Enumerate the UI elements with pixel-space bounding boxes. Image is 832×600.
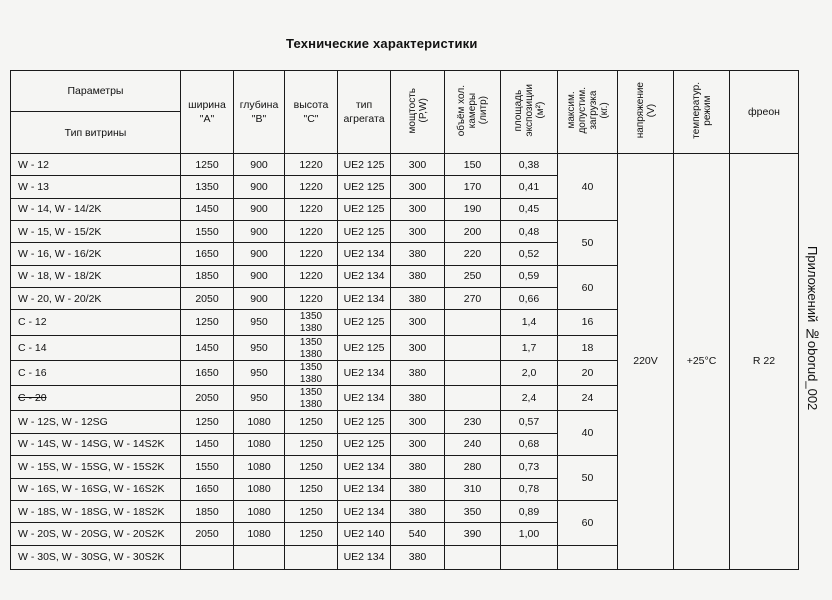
volume-cell: [445, 310, 501, 335]
specifications-table: [10, 70, 799, 570]
width-cell: 1550: [181, 456, 234, 478]
area-cell: 1,4: [501, 310, 558, 335]
unit-type-cell: UE2 134: [338, 265, 391, 287]
width-cell: 1450: [181, 433, 234, 455]
volume-cell: 190: [445, 198, 501, 220]
width-cell: [181, 545, 234, 569]
area-cell: 0,38: [501, 153, 558, 175]
power-cell: 380: [391, 545, 445, 569]
area-cell: 0,89: [501, 500, 558, 522]
area-cell: 1,00: [501, 523, 558, 545]
height-cell: 1220: [285, 288, 338, 310]
area-cell: 0,66: [501, 288, 558, 310]
max-load-cell: 18: [558, 335, 618, 360]
volume-cell: 170: [445, 176, 501, 198]
unit-type-cell: UE2 125: [338, 198, 391, 220]
volume-cell: [445, 360, 501, 385]
width-cell: 1250: [181, 153, 234, 175]
model-name-cell: C - 12: [11, 310, 181, 335]
height-value: 1350 1380: [299, 387, 323, 411]
volume-cell: [445, 545, 501, 569]
max-load-cell: 20: [558, 360, 618, 385]
height-cell: 1250: [285, 456, 338, 478]
header-temperature: температур. режим: [690, 82, 713, 139]
unit-type-cell: UE2 134: [338, 500, 391, 522]
depth-cell: 900: [234, 153, 285, 175]
unit-type-cell: UE2 134: [338, 478, 391, 500]
max-load-cell: 50: [558, 220, 618, 265]
area-cell: 0,73: [501, 456, 558, 478]
area-cell: 0,59: [501, 265, 558, 287]
depth-cell: 900: [234, 176, 285, 198]
depth-cell: 1080: [234, 411, 285, 433]
unit-type-cell: UE2 134: [338, 243, 391, 265]
power-cell: 380: [391, 265, 445, 287]
height-cell: 1220: [285, 220, 338, 242]
volume-cell: 240: [445, 433, 501, 455]
model-name-cell: W - 18, W - 18/2K: [11, 265, 181, 287]
depth-cell: 900: [234, 198, 285, 220]
depth-cell: [234, 545, 285, 569]
model-name-cell: C - 20: [11, 386, 181, 411]
power-cell: 300: [391, 220, 445, 242]
unit-type-cell: UE2 134: [338, 360, 391, 385]
attachment-label: Приложений №oborud_002: [805, 246, 820, 411]
max-load-cell: 24: [558, 386, 618, 411]
width-cell: 2050: [181, 523, 234, 545]
table-row: [11, 153, 799, 175]
header-volume: объём хол. камеры (литр): [456, 84, 489, 137]
area-cell: 1,7: [501, 335, 558, 360]
volume-cell: 270: [445, 288, 501, 310]
header-params: Параметры: [11, 71, 181, 112]
height-cell: 1220: [285, 198, 338, 220]
height-cell: 1220: [285, 153, 338, 175]
height-cell: 1220: [285, 243, 338, 265]
unit-type-cell: UE2 125: [338, 411, 391, 433]
model-name-cell: W - 20S, W - 20SG, W - 20S2K: [11, 523, 181, 545]
header-height: высота "C": [293, 98, 329, 125]
header-max-load: максим. допустим. загрузка (кг.): [565, 87, 610, 134]
area-cell: [501, 545, 558, 569]
height-value: 1350 1380: [299, 311, 323, 335]
unit-type-cell: UE2 125: [338, 310, 391, 335]
power-cell: 380: [391, 288, 445, 310]
max-load-cell: 60: [558, 265, 618, 310]
document-title: Технические характеристики: [286, 36, 478, 51]
model-name-cell: C - 16: [11, 360, 181, 385]
height-cell: [285, 386, 338, 411]
power-cell: 380: [391, 386, 445, 411]
height-cell: [285, 545, 338, 569]
unit-type-cell: UE2 134: [338, 545, 391, 569]
area-cell: 0,48: [501, 220, 558, 242]
depth-cell: 1080: [234, 433, 285, 455]
depth-cell: 1080: [234, 500, 285, 522]
width-cell: 1650: [181, 478, 234, 500]
unit-type-cell: UE2 134: [338, 288, 391, 310]
header-power: мощтость (P,W): [406, 87, 429, 134]
height-cell: 1250: [285, 523, 338, 545]
max-load-cell: 40: [558, 411, 618, 456]
model-name-cell: W - 15, W - 15/2K: [11, 220, 181, 242]
depth-cell: 950: [234, 360, 285, 385]
power-cell: 380: [391, 243, 445, 265]
power-cell: 300: [391, 198, 445, 220]
area-cell: 0,52: [501, 243, 558, 265]
model-name-cell: W - 16, W - 16/2K: [11, 243, 181, 265]
model-name-cell: W - 14S, W - 14SG, W - 14S2K: [11, 433, 181, 455]
depth-cell: 1080: [234, 456, 285, 478]
width-cell: 2050: [181, 288, 234, 310]
volume-cell: 390: [445, 523, 501, 545]
model-name-cell: W - 13: [11, 176, 181, 198]
width-cell: 1650: [181, 243, 234, 265]
width-cell: 1350: [181, 176, 234, 198]
model-name-cell: W - 20, W - 20/2K: [11, 288, 181, 310]
area-cell: 0,68: [501, 433, 558, 455]
depth-cell: 900: [234, 220, 285, 242]
depth-cell: 950: [234, 335, 285, 360]
voltage-cell: 220V: [618, 153, 674, 569]
depth-cell: 1080: [234, 478, 285, 500]
width-cell: 2050: [181, 386, 234, 411]
unit-type-cell: UE2 125: [338, 176, 391, 198]
model-name-cell: W - 12: [11, 153, 181, 175]
power-cell: 300: [391, 411, 445, 433]
volume-cell: [445, 386, 501, 411]
volume-cell: 310: [445, 478, 501, 500]
header-freon: фреон: [730, 71, 799, 154]
volume-cell: [445, 335, 501, 360]
header-width: ширина "A": [188, 98, 226, 125]
volume-cell: 250: [445, 265, 501, 287]
volume-cell: 350: [445, 500, 501, 522]
area-cell: 0,45: [501, 198, 558, 220]
power-cell: 380: [391, 500, 445, 522]
height-cell: 1250: [285, 500, 338, 522]
max-load-cell: 50: [558, 456, 618, 501]
width-cell: 1850: [181, 500, 234, 522]
power-cell: 300: [391, 433, 445, 455]
temperature-cell: +25°C: [674, 153, 730, 569]
header-unit-type: тип агрегата: [343, 98, 385, 125]
power-cell: 300: [391, 310, 445, 335]
width-cell: 1450: [181, 335, 234, 360]
freon-cell: R 22: [730, 153, 799, 569]
area-cell: 0,78: [501, 478, 558, 500]
height-cell: 1220: [285, 265, 338, 287]
height-cell: 1250: [285, 433, 338, 455]
area-cell: 0,57: [501, 411, 558, 433]
height-value: 1350 1380: [299, 336, 323, 360]
power-cell: 380: [391, 360, 445, 385]
power-cell: 300: [391, 335, 445, 360]
power-cell: 540: [391, 523, 445, 545]
volume-cell: 200: [445, 220, 501, 242]
height-cell: [285, 335, 338, 360]
header-area: площадь экспозиции (м²): [512, 84, 546, 137]
width-cell: 1650: [181, 360, 234, 385]
unit-type-cell: UE2 125: [338, 153, 391, 175]
height-cell: 1250: [285, 478, 338, 500]
area-cell: 0,41: [501, 176, 558, 198]
model-name-cell: C - 14: [11, 335, 181, 360]
depth-cell: 950: [234, 386, 285, 411]
power-cell: 380: [391, 478, 445, 500]
unit-type-cell: UE2 125: [338, 220, 391, 242]
header-display-type: Тип витрины: [11, 112, 181, 153]
power-cell: 380: [391, 456, 445, 478]
area-cell: 2,4: [501, 386, 558, 411]
model-name-cell: W - 12S, W - 12SG: [11, 411, 181, 433]
max-load-cell: [558, 545, 618, 569]
area-cell: 2,0: [501, 360, 558, 385]
unit-type-cell: UE2 125: [338, 335, 391, 360]
width-cell: 1850: [181, 265, 234, 287]
depth-cell: 1080: [234, 523, 285, 545]
volume-cell: 280: [445, 456, 501, 478]
depth-cell: 950: [234, 310, 285, 335]
depth-cell: 900: [234, 288, 285, 310]
width-cell: 1550: [181, 220, 234, 242]
volume-cell: 230: [445, 411, 501, 433]
unit-type-cell: UE2 140: [338, 523, 391, 545]
max-load-cell: 16: [558, 310, 618, 335]
height-cell: 1250: [285, 411, 338, 433]
header-depth: глубина "B": [239, 98, 279, 125]
header-voltage: напряжение (V): [634, 82, 657, 139]
height-cell: [285, 310, 338, 335]
width-cell: 1250: [181, 411, 234, 433]
power-cell: 300: [391, 176, 445, 198]
unit-type-cell: UE2 134: [338, 386, 391, 411]
model-name-cell: W - 30S, W - 30SG, W - 30S2K: [11, 545, 181, 569]
height-cell: 1220: [285, 176, 338, 198]
model-name-cell: W - 16S, W - 16SG, W - 16S2K: [11, 478, 181, 500]
unit-type-cell: UE2 125: [338, 433, 391, 455]
max-load-cell: 40: [558, 153, 618, 220]
model-name-cell: W - 15S, W - 15SG, W - 15S2K: [11, 456, 181, 478]
width-cell: 1450: [181, 198, 234, 220]
volume-cell: 150: [445, 153, 501, 175]
volume-cell: 220: [445, 243, 501, 265]
model-name-cell: W - 18S, W - 18SG, W - 18S2K: [11, 500, 181, 522]
depth-cell: 900: [234, 243, 285, 265]
depth-cell: 900: [234, 265, 285, 287]
width-cell: 1250: [181, 310, 234, 335]
max-load-cell: 60: [558, 500, 618, 545]
model-name-cell: W - 14, W - 14/2K: [11, 198, 181, 220]
height-value: 1350 1380: [299, 362, 323, 386]
power-cell: 300: [391, 153, 445, 175]
unit-type-cell: UE2 134: [338, 456, 391, 478]
height-cell: [285, 360, 338, 385]
